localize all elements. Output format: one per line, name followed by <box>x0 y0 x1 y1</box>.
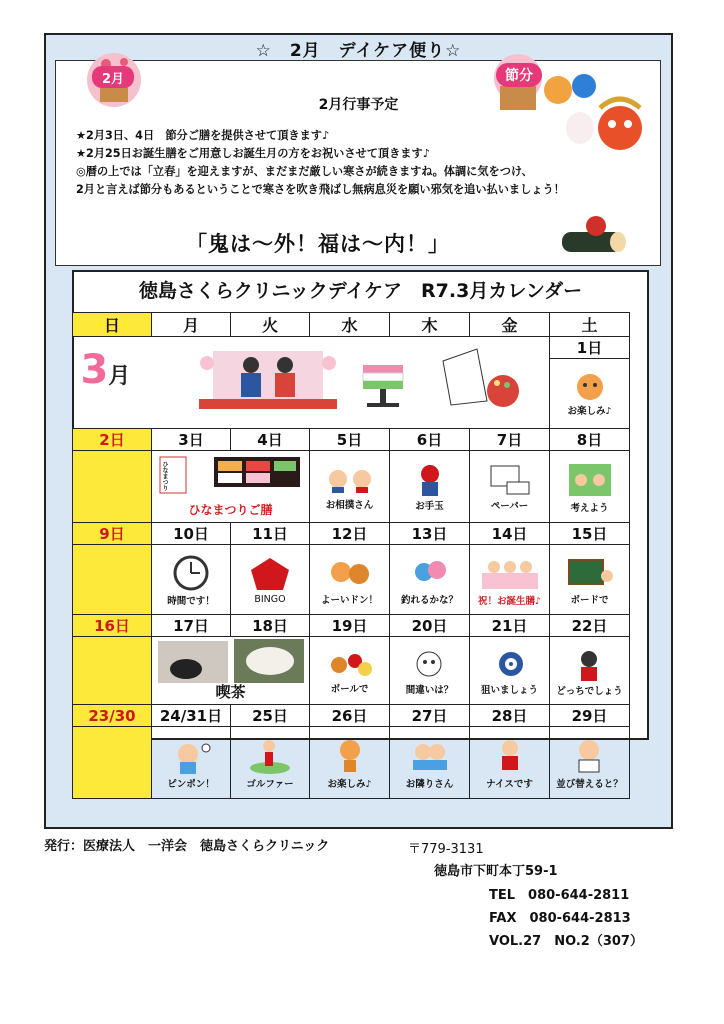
cell-10 <box>152 545 231 615</box>
big-month-suffix: 月 <box>108 364 131 389</box>
newsletter-title: ☆ 2月 デイケア便り☆ <box>255 41 462 61</box>
caption-5: お相撲さん <box>325 499 374 511</box>
balls-icon <box>325 647 375 681</box>
clock-icon <box>168 553 214 593</box>
paper-test-icon <box>485 462 535 498</box>
balloon-fishing-icon <box>407 554 453 592</box>
weekday-tue: 火 <box>231 313 310 337</box>
weekday-wed: 水 <box>310 313 390 337</box>
hinamatsuri-gozen-cell <box>152 451 310 523</box>
fax: FAX 080-644-2813 <box>489 911 631 926</box>
cell-25 <box>231 727 310 799</box>
cell-14 <box>470 545 550 615</box>
cell-8 <box>550 451 630 523</box>
caption-15: ボードで <box>570 594 609 606</box>
weekday-header-row <box>73 313 630 337</box>
date-12: 12日 <box>310 523 390 545</box>
date-9: 9日 <box>73 523 152 545</box>
date-16: 16日 <box>73 615 152 637</box>
date-14: 14日 <box>470 523 550 545</box>
hina-arare-icon <box>433 341 523 415</box>
caption-28: ナイスです <box>486 778 533 790</box>
date-27: 27日 <box>390 705 470 727</box>
sun-9-cell <box>73 545 152 615</box>
date-26: 26日 <box>310 705 390 727</box>
thinking-kids-icon <box>565 460 615 500</box>
events-subtitle: 2月行事予定 <box>318 97 399 113</box>
nice-catch-icon <box>487 736 533 776</box>
date-29: 29日 <box>550 705 630 727</box>
date-15: 15日 <box>550 523 630 545</box>
caption-20: 間違いは？ <box>405 684 454 696</box>
cell-29 <box>550 727 630 799</box>
date-10: 10日 <box>152 523 231 545</box>
cell-7 <box>470 451 550 523</box>
blackboard-icon <box>565 554 615 592</box>
slogan: 「鬼は～外！福は～内！」 <box>186 232 450 256</box>
sumo-icon <box>322 463 378 497</box>
date-8: 8日 <box>550 429 630 451</box>
badge-left-label: 2月 <box>92 66 134 88</box>
otedama-clown-icon <box>410 462 450 498</box>
hishimochi-icon <box>353 355 413 415</box>
date-sat-1: 1日 <box>550 337 630 359</box>
cell-12 <box>310 545 390 615</box>
event-line-3: ◎暦の上では「立春」を迎えますが、まだまだ厳しい寒さが続きますね。体調に気をつけ、 <box>76 165 533 178</box>
tel: TEL 080-644-2811 <box>489 888 630 903</box>
pingpong-icon <box>168 736 214 776</box>
golfer-icon <box>247 736 293 776</box>
oni-eho-maki-icon <box>558 212 628 258</box>
fun-dancer-icon <box>327 736 373 776</box>
badge-right-label: 節分 <box>496 63 542 87</box>
date-20: 20日 <box>390 615 470 637</box>
date-28: 28日 <box>470 705 550 727</box>
date-17: 17日 <box>152 615 231 637</box>
hina-dolls-icon <box>193 343 343 419</box>
calendar-title: 徳島さくらクリニックデイケア R7.3月カレンダー <box>138 280 583 302</box>
address: 徳島市下町本丁59-1 <box>434 864 558 879</box>
cell-26 <box>310 727 390 799</box>
date-25: 25日 <box>231 705 310 727</box>
cell-5 <box>310 451 390 523</box>
zip-code: 〒779-3131 <box>408 842 484 857</box>
date-21: 21日 <box>470 615 550 637</box>
publisher: 発行：医療法人 一洋会 徳島さくらクリニック <box>44 839 330 854</box>
cell-20 <box>390 637 470 705</box>
event-line-2: ★2月25日お誕生膳をご用意しお誕生月の方をお祝いさせて頂きます♪ <box>76 147 430 160</box>
cell-22 <box>550 637 630 705</box>
sat-1-cell <box>550 359 630 429</box>
big-month-number: 3 <box>80 347 109 393</box>
caption-21: 狙いましょう <box>480 684 538 696</box>
cell-21 <box>470 637 550 705</box>
fun-mascot-icon <box>570 371 610 403</box>
cell-15 <box>550 545 630 615</box>
hinamatsuri-gozen-label: ひなまつりご膳 <box>188 503 273 517</box>
kissa-label: 喫茶 <box>215 683 246 701</box>
caption-sat-1: お楽しみ♪ <box>567 405 612 417</box>
race-animals-icon <box>325 554 375 592</box>
volume: VOL.27 NO.2（307） <box>489 934 643 949</box>
date-11: 11日 <box>231 523 310 545</box>
sun-16-cell <box>73 637 152 705</box>
weekday-thu: 木 <box>390 313 470 337</box>
date-2: 2日 <box>73 429 152 451</box>
caption-27: お隣りさん <box>405 778 454 790</box>
target-icon <box>487 646 533 682</box>
gozen-bento-icon <box>158 455 304 503</box>
neighbors-icon <box>405 736 455 776</box>
weekday-sun: 日 <box>73 313 152 337</box>
sun-2-cell <box>73 451 152 523</box>
weekday-fri: 金 <box>470 313 550 337</box>
date-5: 5日 <box>310 429 390 451</box>
cell-27 <box>390 727 470 799</box>
calendar-grid <box>72 312 630 799</box>
caption-19: ボールで <box>330 683 369 695</box>
date-3: 3日 <box>152 429 231 451</box>
birthday-party-icon <box>478 553 542 593</box>
caption-26: お楽しみ♪ <box>327 778 372 790</box>
caption-22: どっちでしょう <box>556 685 623 697</box>
caption-11: BINGO <box>254 594 286 605</box>
date-6: 6日 <box>390 429 470 451</box>
caption-13: 釣れるかな？ <box>400 594 458 606</box>
cell-28 <box>470 727 550 799</box>
caption-10: 時間です！ <box>167 595 215 607</box>
date-4: 4日 <box>231 429 310 451</box>
cell-11 <box>231 545 310 615</box>
caption-7: ペーパー <box>490 500 529 512</box>
caption-8: 考えよう <box>570 502 609 514</box>
sun-23-cell <box>73 727 152 799</box>
bingo-icon <box>247 554 293 594</box>
caption-25: ゴルファー <box>246 778 294 790</box>
caption-24: ピンポン！ <box>167 778 215 790</box>
caption-12: よーいドン！ <box>320 594 378 606</box>
cell-6 <box>390 451 470 523</box>
caption-29: 並び替えると？ <box>556 778 623 790</box>
date-7: 7日 <box>470 429 550 451</box>
cell-19 <box>310 637 390 705</box>
cell-24 <box>152 727 231 799</box>
event-line-4: 2月と言えば節分もあるということで寒さを吹き飛ばし無病息災を願い邪気を追い払いましょう！ <box>76 183 565 196</box>
weekday-mon: 月 <box>152 313 231 337</box>
which-one-icon <box>567 645 613 683</box>
date-13: 13日 <box>390 523 470 545</box>
date-22: 22日 <box>550 615 630 637</box>
weekday-sat: 土 <box>550 313 630 337</box>
date-23-30: 23/30 <box>73 705 152 727</box>
spot-difference-icon <box>407 646 453 682</box>
caption-6: お手玉 <box>415 500 444 512</box>
date-19: 19日 <box>310 615 390 637</box>
hinamatsuri-banner-cell <box>73 337 550 429</box>
date-18: 18日 <box>231 615 310 637</box>
caption-14: 祝！お誕生膳♪ <box>477 595 542 607</box>
cell-13 <box>390 545 470 615</box>
event-line-1: ★2月3日、4日 節分ご膳を提供させて頂きます♪ <box>76 129 330 142</box>
hinamatsuri-box-label: ひなまつり <box>161 461 168 491</box>
kissa-cell <box>152 637 310 705</box>
date-24-31: 24/31日 <box>152 705 231 727</box>
professor-icon <box>565 736 615 776</box>
